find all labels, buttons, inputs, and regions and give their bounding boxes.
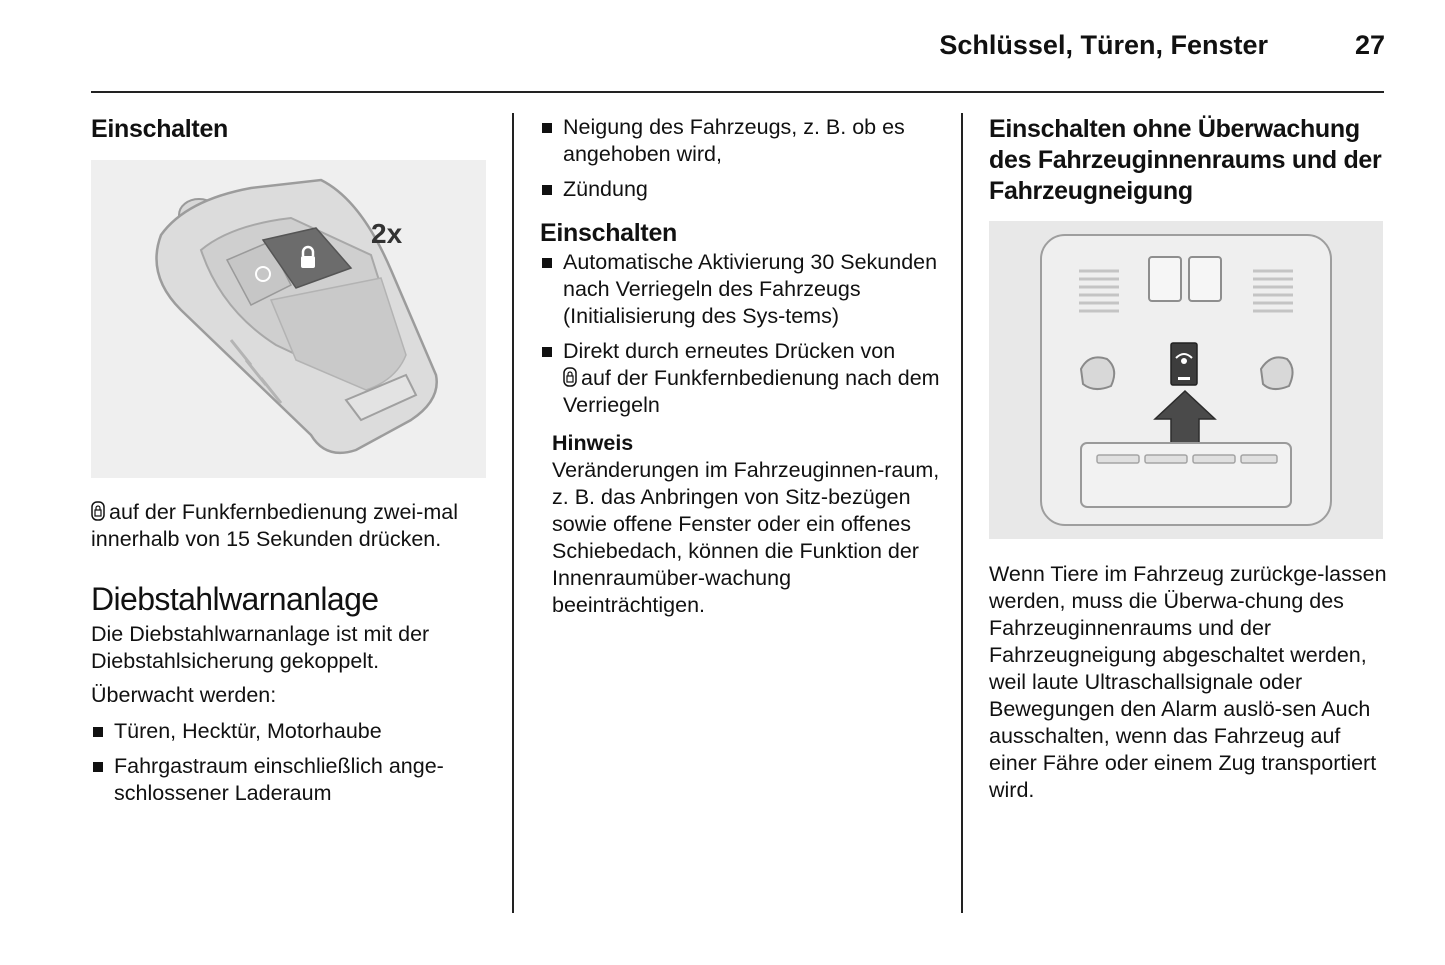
column-divider-2 [961, 113, 963, 913]
press-count-label: 2x [371, 218, 403, 249]
note-box [540, 430, 940, 619]
note-title: Hinweis [552, 431, 634, 455]
lock-icon [91, 501, 105, 521]
column-2 [540, 114, 940, 619]
column-1 [91, 114, 491, 807]
list-item: Automatische Aktivierung 30 Sekunden nach Verriegeln des Fahrzeugs (Initialisierung des Sys-tems) [540, 249, 940, 330]
running-header-title: Schlüssel, Türen, Fenster [939, 30, 1268, 60]
key-caption-text: auf der Funkfernbedienung zwei-mal innerhalb von 15 Sekunden drücken. [91, 500, 458, 551]
note-text: Veränderungen im Fahrzeuginnen-raum, z. B. das Anbringen von Sitz-bezügen sowie offene Fenster oder ein offenes Schiebedach, können die Funktion der Innenraumüber-wachung beeinträchtigen. [552, 458, 940, 617]
monitored-list-continued [540, 114, 940, 203]
list-item [540, 338, 940, 419]
activation-suffix: auf der Funkfernbedienung nach dem Verriegeln [563, 366, 940, 417]
lock-icon [563, 367, 577, 387]
body-text: Wenn Tiere im Fahrzeug zurückge-lassen werden, muss die Überwa-chung des Fahrzeuginnenraums und der Fahrzeugneigung abgeschaltet werden, weil laute Ultraschallsignale oder Bewegungen den Alarm auslö-sen Auch ausschalten, wenn das Fahrzeug auf einer Fähre oder einem Zug transportiert wird. [989, 562, 1387, 802]
heading-without-monitoring: Einschalten ohne Überwachung des Fahrzeuginnenraums und der Fahrzeugneigung [989, 115, 1382, 205]
column-divider-1 [512, 113, 514, 913]
page-number: 27 [1354, 30, 1385, 60]
activation-list [540, 249, 940, 419]
monitored-label: Überwacht werden: [91, 683, 277, 707]
overhead-console-drawing [989, 221, 1383, 539]
intro-paragraph: Die Diebstahlwarnanlage ist mit der Diebstahlsicherung gekoppelt. [91, 622, 430, 673]
key-caption [91, 499, 491, 553]
overhead-console-illustration [989, 221, 1383, 539]
key-fob-illustration [91, 160, 486, 478]
heading-einschalten: Einschalten [91, 115, 229, 143]
key-fob-drawing [91, 160, 486, 478]
header-rule [91, 91, 1384, 93]
list-item: Türen, Hecktür, Motorhaube [91, 718, 491, 745]
list-item: Neigung des Fahrzeugs, z. B. ob es angehoben wird, [540, 114, 940, 168]
activation-prefix: Direkt durch erneutes Drücken von [563, 339, 896, 363]
section-title: Diebstahlwarnanlage [91, 581, 379, 617]
monitored-list [91, 718, 491, 807]
heading-einschalten-2: Einschalten [540, 219, 678, 247]
column-3 [989, 114, 1389, 804]
list-item: Fahrgastraum einschließlich ange-schlossener Laderaum [91, 753, 491, 807]
list-item: Zündung [540, 176, 940, 203]
